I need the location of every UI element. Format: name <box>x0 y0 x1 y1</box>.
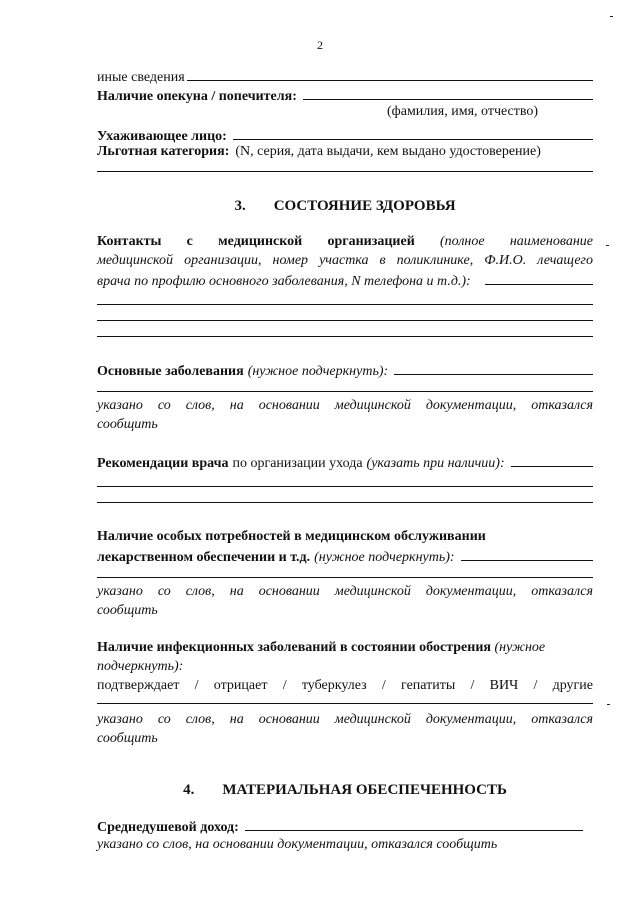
income-field[interactable] <box>245 816 583 831</box>
benefit-field[interactable] <box>97 163 593 172</box>
contacts-field[interactable] <box>485 270 593 285</box>
diseases-line[interactable] <box>97 379 593 392</box>
scan-mark-bottom <box>607 704 610 705</box>
section-4-number: 4. <box>183 782 195 798</box>
contacts-block <box>97 232 593 337</box>
diseases-field[interactable] <box>394 360 593 375</box>
infect-source-1: указано со слов, на основании медицинской документации, отказался <box>97 712 593 727</box>
contacts-line-1 <box>97 232 593 251</box>
needs-field[interactable] <box>461 546 593 561</box>
section-4-heading <box>97 782 593 802</box>
income-source: указано со слов, на основании документации, отказался сообщить <box>97 837 498 852</box>
infect-options[interactable]: подтверждает / отрицает / туберкулез / гепатиты / ВИЧ / другие <box>97 678 593 693</box>
income-row <box>97 816 583 835</box>
diseases-row <box>97 360 593 379</box>
contacts-line-3 <box>97 270 593 289</box>
caregiver-row <box>97 125 593 144</box>
caregiver-label: Ухаживающее лицо: <box>97 129 227 144</box>
section-3-number: 3. <box>234 198 246 214</box>
needs-block <box>97 527 593 578</box>
contacts-label: Контакты с медицинской организацией <box>97 234 415 249</box>
contacts-line-a[interactable] <box>97 289 593 305</box>
diseases-source <box>97 396 593 434</box>
section-3-title: СОСТОЯНИЕ ЗДОРОВЬЯ <box>273 198 456 214</box>
recommend-row <box>97 452 593 471</box>
scan-mark-middle <box>606 245 609 246</box>
needs-source-2: сообщить <box>97 603 158 618</box>
other-info-field[interactable] <box>187 66 593 81</box>
infect-line-1 <box>97 638 593 657</box>
contacts-hint-2: медицинской организации, номер участка в поликлинике, Ф.И.О. лечащего <box>97 253 593 268</box>
needs-label-2: лекарственном обеспечении и т.д. <box>97 550 311 565</box>
recommend-hint: (указать при наличии): <box>366 456 505 471</box>
contacts-line-c[interactable] <box>97 321 593 337</box>
contacts-hint-3: врача по профилю основного заболевания, N телефона и т.д.): <box>97 274 471 289</box>
diseases-source-1: указано со слов, на основании медицинской документации, отказался <box>97 398 593 413</box>
needs-label-1: Наличие особых потребностей в медицинском обслуживании <box>97 529 486 544</box>
needs-row <box>97 546 593 565</box>
diseases-source-2: сообщить <box>97 417 158 432</box>
diseases-hint: (нужное подчеркнуть): <box>247 364 389 379</box>
recommend-line-b[interactable] <box>97 487 593 503</box>
section-3-heading <box>97 198 593 218</box>
infect-line[interactable] <box>97 695 593 704</box>
other-info-label: иные сведения <box>97 70 185 85</box>
infect-hint-1: (нужное <box>494 640 546 655</box>
needs-hint: (нужное подчеркнуть): <box>314 550 455 565</box>
guardian-field[interactable] <box>303 85 593 100</box>
page-number: 2 <box>317 38 323 52</box>
diseases-label: Основные заболевания <box>97 364 244 379</box>
benefit-row <box>97 144 593 163</box>
form-content <box>97 66 593 854</box>
needs-source-1: указано со слов, на основании медицинской документации, отказался <box>97 584 593 599</box>
recommend-field[interactable] <box>511 452 593 467</box>
infect-source <box>97 710 593 748</box>
infect-label: Наличие инфекционных заболеваний в состоянии обострения <box>97 640 491 655</box>
recommend-text: по организации ухода <box>232 456 363 471</box>
income-label: Среднедушевой доход: <box>97 820 239 835</box>
guardian-row <box>97 85 593 104</box>
infect-hint-2: подчеркнуть): <box>97 659 184 674</box>
guardian-label: Наличие опекуна / попечителя: <box>97 89 297 104</box>
infect-block <box>97 638 593 704</box>
caregiver-field[interactable] <box>233 125 593 140</box>
infect-source-2: сообщить <box>97 731 158 746</box>
needs-source <box>97 582 593 620</box>
benefit-label: Льготная категория: <box>97 144 230 159</box>
fio-hint: (фамилия, имя, отчество) <box>387 104 539 119</box>
section-4-title: МАТЕРИАЛЬНАЯ ОБЕСПЕЧЕННОСТЬ <box>222 782 507 798</box>
recommend-label: Рекомендации врача <box>97 456 229 471</box>
recommend-line-a[interactable] <box>97 471 593 487</box>
contacts-hint-1: (полное наименование <box>440 234 594 249</box>
scan-mark-top <box>610 16 613 17</box>
other-info-row <box>97 66 593 85</box>
benefit-hint: (N, серия, дата выдачи, кем выдано удостоверение) <box>235 144 541 159</box>
contacts-line-b[interactable] <box>97 305 593 321</box>
